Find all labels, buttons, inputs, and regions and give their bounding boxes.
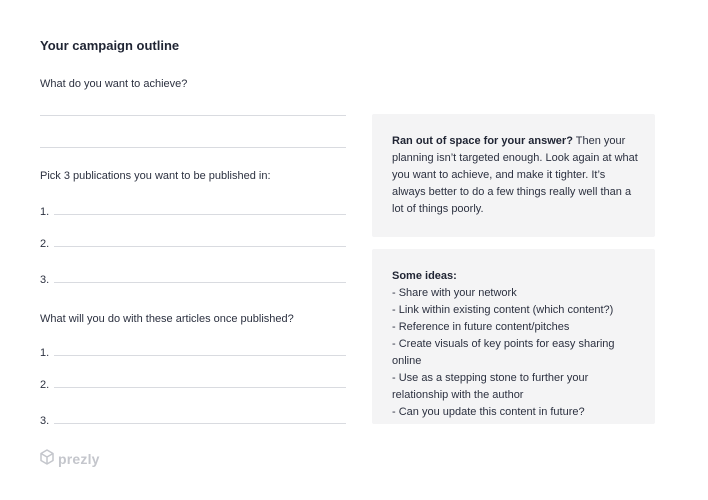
usage-answer-3[interactable] (40, 410, 346, 427)
answer-line (54, 246, 346, 247)
idea-item: - Reference in future content/pitches (392, 321, 570, 333)
idea-item: - Can you update this content in future? (392, 406, 585, 418)
idea-item: - Link within existing content (which content?) (392, 304, 614, 316)
answer-line-1[interactable] (40, 115, 346, 116)
tip-text (392, 133, 641, 218)
ideas-text (392, 268, 641, 421)
prezly-cube-icon (40, 449, 54, 470)
tip-card (372, 114, 655, 237)
list-number: 2. (40, 379, 50, 391)
question-publications: Pick 3 publications you want to be published in: (40, 170, 271, 182)
answer-line (54, 423, 346, 424)
publication-answer-1[interactable] (40, 201, 346, 218)
list-number: 1. (40, 347, 50, 359)
logo-wordmark: prezly (58, 451, 100, 467)
answer-line (54, 214, 346, 215)
prezly-logo (40, 450, 100, 468)
idea-item: - Share with your network (392, 287, 517, 299)
list-number: 3. (40, 274, 50, 286)
tip-heading: Ran out of space for your answer? (392, 135, 573, 147)
question-after-publish: What will you do with these articles once published? (40, 313, 294, 325)
tip-body: Then your planning isn’t targeted enough. Look again at what you want to achieve, and make it tighter. It’s always better to do a few things really well than a lot of things poorly. (392, 135, 638, 215)
publication-answer-2[interactable] (40, 233, 346, 250)
ideas-card (372, 249, 655, 424)
answer-line-2[interactable] (40, 147, 346, 148)
idea-item: - Use as a stepping stone to further your relationship with the author (392, 372, 589, 401)
list-number: 3. (40, 415, 50, 427)
usage-answer-2[interactable] (40, 374, 346, 391)
question-achieve: What do you want to achieve? (40, 78, 188, 90)
answer-line (54, 387, 346, 388)
list-number: 1. (40, 206, 50, 218)
answer-line (54, 282, 346, 283)
ideas-heading: Some ideas: (392, 270, 457, 282)
list-number: 2. (40, 238, 50, 250)
answer-line (54, 355, 346, 356)
publication-answer-3[interactable] (40, 269, 346, 286)
idea-item: - Create visuals of key points for easy sharing online (392, 338, 615, 367)
page-title: Your campaign outline (40, 38, 180, 53)
usage-answer-1[interactable] (40, 342, 346, 359)
